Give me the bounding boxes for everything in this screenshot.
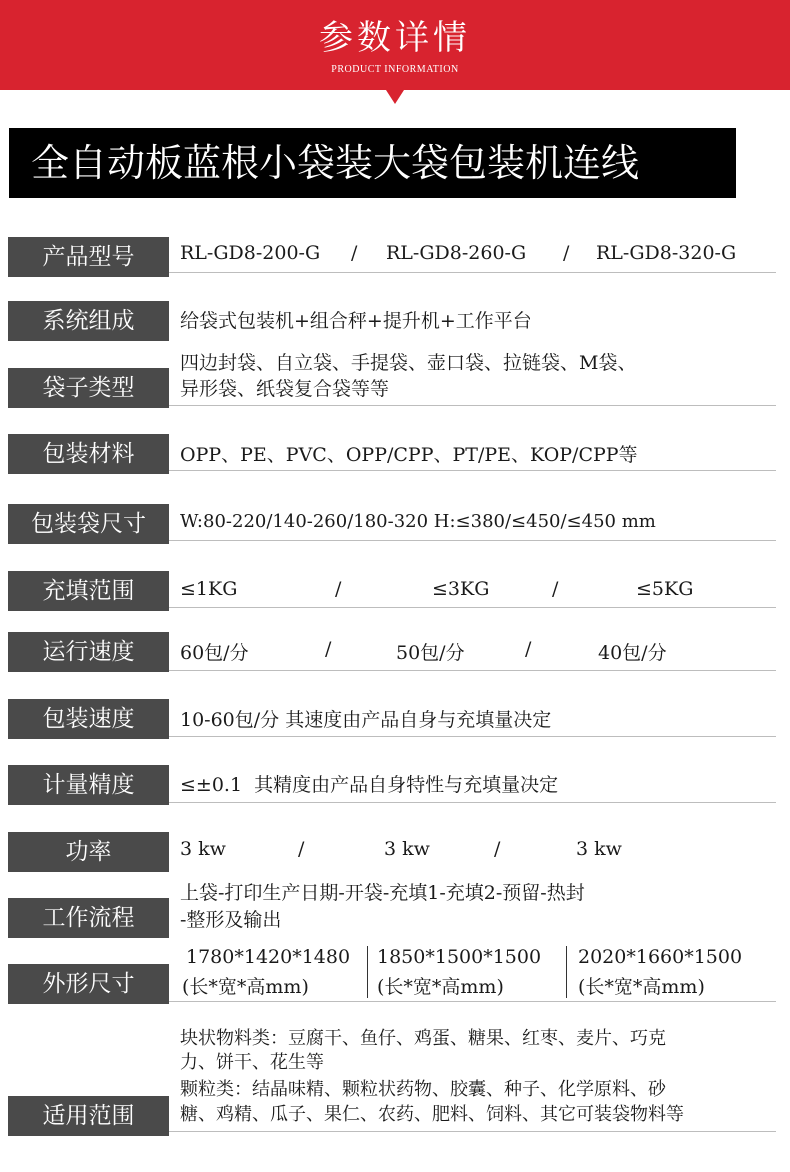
- divider-line: [169, 1131, 776, 1132]
- bag-size-value: W:80-220/140-260/180-320 H:≤380/≤450/≤450 mm: [180, 511, 656, 532]
- dimensions-unit-3: (长*宽*高mm): [578, 976, 705, 998]
- model-separator-2: /: [563, 242, 570, 264]
- header-banner: [0, 0, 790, 90]
- label-application: 适用范围: [8, 1096, 169, 1136]
- label-power: 功率: [8, 832, 169, 872]
- label-run-speed: 运行速度: [8, 632, 169, 672]
- label-dimensions: 外形尺寸: [8, 964, 169, 1004]
- run-speed-separator-1: /: [325, 638, 332, 660]
- run-speed-value-2: 50包/分: [396, 642, 465, 664]
- dimensions-value-3: 2020*1660*1500: [578, 946, 743, 968]
- divider-line: [169, 802, 776, 803]
- material-value: OPP、PE、PVC、OPP/CPP、PT/PE、KOP/CPP等: [180, 444, 638, 466]
- divider-line: [169, 272, 776, 273]
- fill-range-separator-2: /: [552, 578, 559, 600]
- label-fill-range: 充填范围: [8, 571, 169, 611]
- power-value-3: 3 kw: [576, 838, 622, 860]
- label-model: 产品型号: [8, 237, 169, 277]
- product-title: 全自动板蓝根小袋装大袋包装机连线: [9, 128, 736, 198]
- divider-line: [169, 470, 776, 471]
- divider-line: [169, 607, 776, 608]
- dimensions-value-1: 1780*1420*1480: [186, 946, 351, 968]
- bag-type-line-2: 异形袋、纸袋复合袋等等: [180, 378, 390, 400]
- accuracy-value: ≤±0.1 其精度由产品自身特性与充填量决定: [180, 774, 559, 796]
- workflow-line-2: -整形及输出: [180, 909, 282, 931]
- pack-speed-value: 10-60包/分 其速度由产品自身与充填量决定: [180, 709, 552, 731]
- label-accuracy: 计量精度: [8, 765, 169, 805]
- application-line-4: 糖、鸡精、瓜子、果仁、农药、肥料、饲料、其它可装袋物料等: [180, 1104, 684, 1125]
- run-speed-separator-2: /: [525, 638, 532, 660]
- banner-pointer-icon: [386, 90, 404, 104]
- model-value-3: RL-GD8-320-G: [596, 242, 737, 264]
- dimensions-unit-1: (长*宽*高mm): [182, 976, 309, 998]
- application-line-2: 力、饼干、花生等: [180, 1052, 324, 1073]
- power-separator-2: /: [494, 838, 501, 860]
- header-subtitle: PRODUCT INFORMATION: [331, 64, 459, 75]
- run-speed-value-1: 60包/分: [180, 642, 249, 664]
- header-title: 参数详情: [319, 18, 471, 58]
- divider-line: [169, 736, 776, 737]
- application-line-1: 块状物料类：豆腐干、鱼仔、鸡蛋、糖果、红枣、麦片、巧克: [180, 1028, 666, 1049]
- divider-line: [169, 405, 776, 406]
- label-material: 包装材料: [8, 434, 169, 474]
- fill-range-separator-1: /: [335, 578, 342, 600]
- divider-line: [169, 1001, 776, 1002]
- column-divider: [566, 946, 567, 998]
- dimensions-value-2: 1850*1500*1500: [377, 946, 542, 968]
- run-speed-value-3: 40包/分: [598, 642, 667, 664]
- fill-range-value-3: ≤5KG: [636, 578, 694, 600]
- fill-range-value-2: ≤3KG: [432, 578, 490, 600]
- workflow-line-1: 上袋-打印生产日期-开袋-充填1-充填2-预留-热封: [180, 882, 585, 904]
- power-value-1: 3 kw: [180, 838, 226, 860]
- label-bag-size: 包装袋尺寸: [8, 504, 169, 544]
- label-bag-type: 袋子类型: [8, 368, 169, 408]
- divider-line: [169, 670, 776, 671]
- label-pack-speed: 包装速度: [8, 699, 169, 739]
- power-separator-1: /: [298, 838, 305, 860]
- model-value-1: RL-GD8-200-G: [180, 242, 321, 264]
- model-separator-1: /: [351, 242, 358, 264]
- system-value: 给袋式包装机+组合秤+提升机+工作平台: [180, 310, 532, 332]
- fill-range-value-1: ≤1KG: [180, 578, 238, 600]
- divider-line: [169, 540, 776, 541]
- power-value-2: 3 kw: [384, 838, 430, 860]
- application-line-3: 颗粒类：结晶味精、颗粒状药物、胶囊、种子、化学原料、砂: [180, 1079, 666, 1100]
- model-value-2: RL-GD8-260-G: [386, 242, 527, 264]
- label-system: 系统组成: [8, 301, 169, 341]
- bag-type-line-1: 四边封袋、自立袋、手提袋、壶口袋、拉链袋、M袋、: [180, 352, 637, 374]
- label-workflow: 工作流程: [8, 898, 169, 938]
- dimensions-unit-2: (长*宽*高mm): [377, 976, 504, 998]
- column-divider: [367, 946, 368, 998]
